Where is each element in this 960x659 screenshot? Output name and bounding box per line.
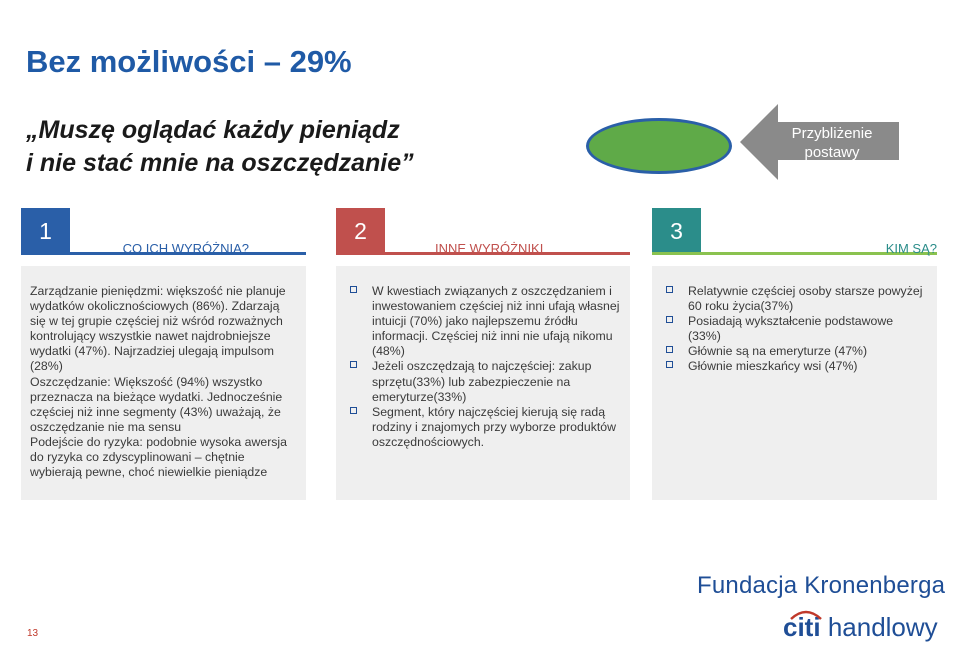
column-2-bullet: Jeżeli oszczędzają to najczęściej: zakup sprzętu(33%) lub zabezpieczenie na emeryturze(33%) xyxy=(348,359,621,404)
checkbox-bullet-icon xyxy=(666,316,673,323)
column-2-bullet: Segment, który najczęściej kierują się radą rodziny i znajomych przy wyborze produktów oszczędnościowych. xyxy=(348,405,621,450)
fundacja-logo-text: Fundacja Kronenberga xyxy=(697,572,946,599)
page-title: Bez możliwości – 29% xyxy=(26,44,352,79)
checkbox-bullet-icon xyxy=(666,346,673,353)
column-3-panel xyxy=(652,266,937,500)
column-3-bullet: Relatywnie częściej osoby starsze powyżej 60 roku życia(37%) xyxy=(664,284,928,314)
handlowy-word: handlowy xyxy=(827,612,938,642)
column-1-paragraph: Oszczędzanie: Większość (94%) wszystko przeznacza na bieżące wydatki. Jednocześnie częściej niż inne segmenty (43%) uważają, że oszczędzanie nie ma sensu xyxy=(30,374,283,434)
checkbox-bullet-icon xyxy=(350,286,357,293)
citi-arc-icon xyxy=(789,608,823,620)
column-3-bullet: Głównie są na emeryturze (47%) xyxy=(664,344,928,359)
quote xyxy=(26,114,546,180)
column-3-number: 3 xyxy=(652,208,701,254)
quote-line-2: i nie stać mnie na oszczędzanie” xyxy=(26,149,414,177)
column-1-panel xyxy=(21,266,306,500)
quote-line-1: „Muszę oglądać każdy pieniądz xyxy=(26,116,400,144)
checkbox-bullet-icon xyxy=(350,361,357,368)
citi-handlowy-logo xyxy=(783,612,938,643)
citi-word: citi xyxy=(783,612,821,642)
column-1-number: 1 xyxy=(21,208,70,254)
checkbox-bullet-icon xyxy=(666,361,673,368)
column-3-header: KIM SĄ? xyxy=(885,241,937,256)
column-1-paragraph: Podejście do ryzyka: podobnie wysoka awersja do ryzyka co zdyscyplinowani – chętnie wybierają pewne, choć niewielkie pieniądze xyxy=(30,434,288,480)
checkbox-bullet-icon xyxy=(350,407,357,414)
column-1-paragraph: Zarządzanie pieniędzmi: większość nie planuje wydatków okolicznościowych (86%). Zdarzają się w tej grupie częściej niż wśród rozważnych kontrolujący wszystkie nawet najdrobniejsze wydatki (47%). Najrzadziej ulegają impulsom (28%) xyxy=(30,284,286,374)
column-1-header: CO ICH WYRÓŻNIA? xyxy=(122,241,249,256)
arrow-label: Przybliżenie postawy xyxy=(791,125,873,161)
column-3-bullet: Głównie mieszkańcy wsi (47%) xyxy=(664,359,928,374)
column-2-number: 2 xyxy=(336,208,385,254)
column-3-bullet: Posiadają wykształcenie podstawowe (33%) xyxy=(664,314,928,344)
column-2-bullet: W kwestiach związanych z oszczędzaniem i inwestowaniem częściej niż inni ufają własnej intuicji (70%) jako najlepszemu źródłu informacji. Częściej niż inni nie ufają nikomu (48%) xyxy=(348,284,621,359)
column-2-header: INNE WYRÓŻNIKI xyxy=(435,241,544,256)
segment-pill xyxy=(586,118,732,174)
page-number: 13 xyxy=(27,628,39,639)
checkbox-bullet-icon xyxy=(666,286,673,293)
column-2-panel xyxy=(336,266,630,500)
